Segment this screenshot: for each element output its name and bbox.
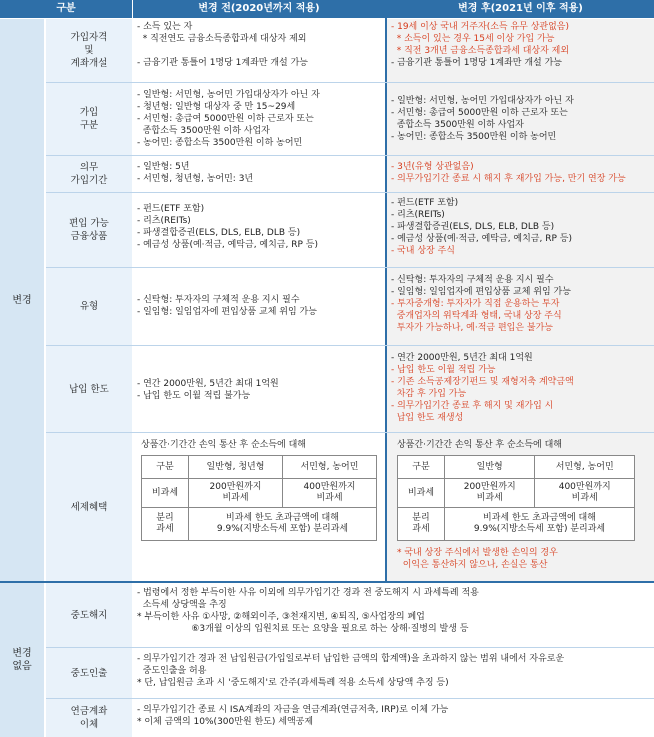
list-item: - 3년(유형 상관없음) xyxy=(391,162,474,172)
list-item: - 예금성 상품(예·적금, 예탁금, 예치금, RP 등) xyxy=(137,240,318,250)
cell-type-before xyxy=(133,268,385,345)
list-item: - 펀드(ETF 포함) xyxy=(137,204,205,214)
list-item: ⑥3개월 이상의 입원치료 또는 요양을 필요로 하는 상해·질병의 발생 등 xyxy=(137,624,469,634)
list-item: - 일반형: 서민형, 농어민 가입대상자가 아닌 자 xyxy=(391,96,574,106)
list-item: 중도인출을 허용 xyxy=(137,666,207,676)
tax-intro-before: 상품간·기간간 손익 통산 후 순소득에 대해 xyxy=(141,440,306,450)
list-item: - 펀드(ETF 포함) xyxy=(391,198,459,208)
tax-nontax-special: 400만원까지 비과세 xyxy=(535,479,635,508)
list-item: * 직전연도 금융소득종합과세 대상자 제외 xyxy=(137,34,307,44)
header-after: 변경 후(2021년 이후 적용) xyxy=(387,0,654,18)
row-label-period xyxy=(46,156,132,192)
list-item: 소득세 상당액을 추징 xyxy=(137,600,227,610)
row-divider xyxy=(46,698,654,699)
row-label-text: 가입 구분 xyxy=(79,107,99,131)
tax-separate-label: 분리 과세 xyxy=(398,508,445,541)
group-divider xyxy=(0,581,654,583)
list-item: - 신탁형: 투자자의 구체적 운용 지시 필수 xyxy=(391,275,554,285)
group-changed xyxy=(0,19,44,581)
row-label-cancel xyxy=(46,583,132,647)
list-item: - 리츠(REITs) xyxy=(391,210,445,220)
list-item: - 19세 이상 국내 거주자(소득 유무 상관없음) xyxy=(391,22,569,32)
list-item: 종합소득 3500만원 이하 사업자 xyxy=(137,126,270,136)
row-label-text: 세제혜택 xyxy=(70,501,108,513)
list-item: - 투자중개형: 투자자가 직접 운용하는 투자 xyxy=(391,299,560,309)
list-item: - 납입 한도 이월 적립 불가능 xyxy=(137,391,251,401)
tax-table-before xyxy=(141,455,377,541)
list-item: - 법령에서 정한 부득이한 사유 이외에 의무가입기간 경과 전 중도해지 시 과세특례 적용 xyxy=(137,588,479,598)
group-unchanged xyxy=(0,583,44,737)
list-item: - 파생결합증권(ELS, DLS, ELB, DLB 등) xyxy=(137,228,301,238)
tax-table-after xyxy=(397,455,635,541)
list-item: - 의무가입기간 종료 시 해지 후 재가입 가능, 만기 연장 가능 xyxy=(391,174,626,184)
list-item: - 금융기관 통틀어 1명당 1계좌만 개설 가능 xyxy=(391,58,562,68)
row-divider xyxy=(46,192,654,193)
cell-products-before xyxy=(133,193,385,267)
cell-cancel xyxy=(133,583,654,647)
row-label-type xyxy=(46,268,132,345)
row-label-text: 유형 xyxy=(79,301,99,312)
list-item: 종합소득 3500만원 이하 사업자 xyxy=(391,120,524,130)
cell-limit-after xyxy=(387,346,654,432)
row-label-text: 가입자격 및 계좌개설 xyxy=(70,32,108,69)
tax-intro-after: 상품간·기간간 손익 통산 후 순소득에 대해 xyxy=(397,440,562,450)
header-before: 변경 전(2020년까지 적용) xyxy=(133,0,385,18)
list-item: - 청년형: 일반형 대상자 중 만 15~29세 xyxy=(137,102,296,112)
tax-th-special: 서민형, 농어민 xyxy=(535,456,635,479)
group-changed-label: 변경 xyxy=(12,294,32,306)
cell-tax-after xyxy=(387,433,654,581)
list-item: * 직전 3개년 금융소득종합과세 대상자 제외 xyxy=(391,46,570,56)
list-item: - 서민형: 총급여 5000만원 이하 근로자 또는 xyxy=(391,108,568,118)
list-item: - 금융기관 통틀어 1명당 1계좌만 개설 가능 xyxy=(137,58,308,68)
tax-nontax-label: 비과세 xyxy=(142,479,189,508)
list-item: - 기존 소득공제장기펀드 및 재형저축 계약금액 xyxy=(391,377,574,387)
row-label-text: 편입 가능 금융상품 xyxy=(69,218,109,242)
tax-th-special: 서민형, 농어민 xyxy=(283,456,377,479)
column-divider xyxy=(385,0,387,581)
cell-eligibility-after xyxy=(387,19,654,82)
tax-separate-label: 분리 과세 xyxy=(142,508,189,541)
list-item: - 의무가입기간 경과 전 납입원금(가입일로부터 납입한 금액의 합계액)을 초과하지 않는 범위 내에서 자유로운 xyxy=(137,654,565,664)
row-label-text: 의무 가입기간 xyxy=(70,162,108,186)
cell-type-after xyxy=(387,268,654,345)
list-item: - 리츠(REITs) xyxy=(137,216,191,226)
tax-nontax-general: 200만원까지 비과세 xyxy=(189,479,283,508)
row-divider xyxy=(46,432,654,433)
list-item: - 의무가입기간 종료 후 해지 및 재가입 시 xyxy=(391,401,554,411)
list-item: - 소득 있는 자 xyxy=(137,22,193,32)
list-item: - 국내 상장 주식 xyxy=(391,246,455,256)
row-divider xyxy=(46,267,654,268)
row-label-tax xyxy=(46,433,132,581)
list-item: * 부득이한 사유 ①사망, ②해외이주, ③천재지변, ④퇴직, ⑤사업장의 폐업 xyxy=(137,612,425,622)
tax-th-general: 일반형, 청년형 xyxy=(189,456,283,479)
row-label-text: 중도인출 xyxy=(70,667,108,679)
row-label-text: 중도해지 xyxy=(70,609,108,621)
list-item: - 일반형: 5년 xyxy=(137,162,190,172)
cell-limit-before xyxy=(133,346,385,432)
tax-note-1: * 국내 상장 주식에서 발생한 손익의 경우 xyxy=(397,548,558,558)
list-item: - 일반형: 서민형, 농어민 가입대상자가 아닌 자 xyxy=(137,90,320,100)
cell-period-before xyxy=(133,156,385,192)
row-label-text: 납입 한도 xyxy=(69,383,109,395)
list-item: 중개업자의 위탁계좌 형태, 국내 상장 주식 xyxy=(391,311,562,321)
tax-note-2: 이익은 통산하지 않으나, 손실은 통산 xyxy=(397,560,548,570)
row-divider xyxy=(46,647,654,648)
list-item: - 연간 2000만원, 5년간 최대 1억원 xyxy=(391,353,533,363)
row-divider xyxy=(46,345,654,346)
list-item xyxy=(137,45,381,57)
cell-period-after xyxy=(387,156,654,192)
cell-subscription-before xyxy=(133,83,385,155)
list-item: - 서민형: 총급여 5000만원 이하 근로자 또는 xyxy=(137,114,314,124)
list-item: - 서민형, 청년형, 농어민: 3년 xyxy=(137,174,254,184)
cell-products-after xyxy=(387,193,654,267)
tax-th-general: 일반형 xyxy=(445,456,535,479)
row-label-pension xyxy=(46,699,132,737)
row-label-withdraw xyxy=(46,648,132,698)
row-label-text: 연금계좌 이체 xyxy=(70,706,108,730)
row-label-products xyxy=(46,193,132,267)
tax-separate-value: 비과세 한도 초과금액에 대해 9.9%(지방소득세 포함) 분리과세 xyxy=(189,508,377,541)
list-item: - 일임형: 일임업자에 편입상품 교체 위임 가능 xyxy=(391,287,571,297)
list-item: - 신탁형: 투자자의 구체적 운용 지시 필수 xyxy=(137,295,300,305)
row-divider xyxy=(46,155,654,156)
tax-separate-value: 비과세 한도 초과금액에 대해 9.9%(지방소득세 포함) 분리과세 xyxy=(445,508,635,541)
list-item: - 파생결합증권(ELS, DLS, ELB, DLB 등) xyxy=(391,222,555,232)
row-label-limit xyxy=(46,346,132,432)
tax-th-type: 구분 xyxy=(142,456,189,479)
list-item: - 납입 한도 이월 적립 가능 xyxy=(391,365,496,375)
row-label-eligibility xyxy=(46,19,132,82)
list-item: * 이체 금액의 10%(300만원 한도) 세액공제 xyxy=(137,717,314,727)
list-item: * 단, 납입원금 초과 시 '중도해지'로 간주(과세특례 적용 소득세 상당액 추징 등) xyxy=(137,678,449,688)
cell-tax-before xyxy=(133,433,385,581)
list-item: * 소득이 있는 경우 15세 이상 가입 가능 xyxy=(391,34,555,44)
header-category: 구분 xyxy=(0,0,132,18)
tax-nontax-label: 비과세 xyxy=(398,479,445,508)
cell-withdraw xyxy=(133,648,654,698)
list-item: 차감 후 가입 가능 xyxy=(391,389,467,399)
cell-pension xyxy=(133,699,654,737)
row-divider xyxy=(46,82,654,83)
group-unchanged-label: 변경 없음 xyxy=(12,648,32,672)
list-item: 납입 한도 재생성 xyxy=(391,413,464,423)
list-item: - 연간 2000만원, 5년간 최대 1억원 xyxy=(137,379,279,389)
tax-th-type: 구분 xyxy=(398,456,445,479)
list-item: - 의무가입기간 종료 시 ISA계좌의 자금을 연금계좌(연금저축, IRP)로 이체 가능 xyxy=(137,705,449,715)
tax-nontax-general: 200만원까지 비과세 xyxy=(445,479,535,508)
row-label-subscription xyxy=(46,83,132,155)
list-item: - 농어민: 종합소득 3500만원 이하 농어민 xyxy=(137,138,303,148)
list-item: 투자가 가능하나, 예·적금 편입은 불가능 xyxy=(391,323,553,333)
list-item: - 농어민: 종합소득 3500만원 이하 농어민 xyxy=(391,132,557,142)
cell-eligibility-before xyxy=(133,19,385,82)
list-item: - 예금성 상품(예·적금, 예탁금, 예치금, RP 등) xyxy=(391,234,572,244)
cell-subscription-after xyxy=(387,83,654,155)
tax-nontax-special: 400만원까지 비과세 xyxy=(283,479,377,508)
list-item: - 일임형: 일임업자에 편입상품 교체 위임 가능 xyxy=(137,307,317,317)
